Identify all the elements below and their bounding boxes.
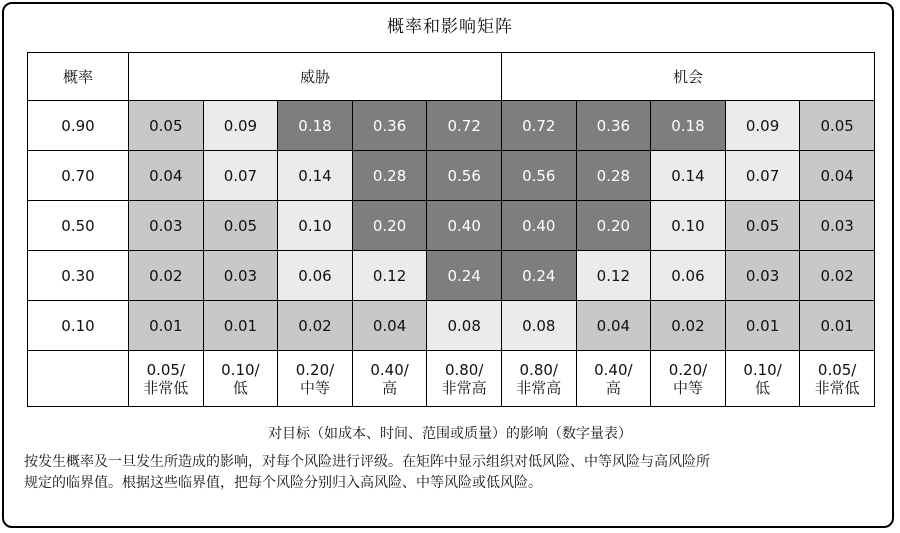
impact-value: 0.05/ (146, 360, 186, 379)
impact-level-cell (651, 351, 726, 407)
impact-scale-caption: 对目标（如成本、时间、范围或质量）的影响（数字量表） (268, 426, 632, 442)
threat-score-cell: 0.40 (427, 201, 502, 251)
impact-value: 0.10/ (743, 360, 782, 379)
threat-score-cell: 0.01 (129, 301, 204, 351)
threat-score-cell: 0.01 (203, 301, 278, 351)
impact-value: 0.20/ (295, 360, 335, 379)
impact-label: 低 (232, 378, 248, 397)
note-line: 规定的临界值。根据这些临界值，把每个风险分别归入高风险、中等风险或低风险。 (24, 475, 542, 491)
opportunity-score-cell: 0.09 (725, 101, 800, 151)
page-title: 概率和影响矩阵 (387, 17, 513, 37)
impact-label: 非常低 (814, 378, 860, 397)
threat-header: 威胁 (129, 53, 502, 101)
probability-cell: 0.10 (28, 301, 129, 351)
threat-score-cell: 0.09 (203, 101, 278, 151)
opportunity-score-cell: 0.56 (501, 151, 576, 201)
threat-score-cell: 0.07 (203, 151, 278, 201)
opportunity-score-cell: 0.02 (651, 301, 726, 351)
impact-value: 0.80/ (444, 360, 484, 379)
threat-score-cell: 0.28 (352, 151, 427, 201)
opportunity-score-cell: 0.01 (800, 301, 875, 351)
threat-score-cell: 0.04 (352, 301, 427, 351)
impact-level-cell (278, 351, 353, 407)
opportunity-score-cell: 0.03 (725, 251, 800, 301)
opportunity-score-cell: 0.14 (651, 151, 726, 201)
impact-value: 0.80/ (519, 360, 558, 379)
impact-level-cell (129, 351, 204, 407)
opportunity-score-cell: 0.05 (800, 101, 875, 151)
threat-score-cell: 0.72 (427, 101, 502, 151)
matrix-row (28, 151, 875, 201)
explanation-note (24, 452, 876, 494)
header-row (28, 53, 875, 101)
impact-scale-row (28, 351, 875, 407)
opportunity-score-cell: 0.12 (576, 251, 651, 301)
opportunity-score-cell: 0.02 (800, 251, 875, 301)
impact-level-cell (576, 351, 651, 407)
impact-label: 中等 (672, 378, 703, 397)
impact-level-cell (800, 351, 875, 407)
threat-score-cell: 0.03 (203, 251, 278, 301)
probability-cell: 0.70 (28, 151, 129, 201)
impact-level-cell (725, 351, 800, 407)
impact-label: 中等 (299, 378, 330, 397)
threat-score-cell: 0.18 (278, 101, 353, 151)
threat-score-cell: 0.12 (352, 251, 427, 301)
impact-value: 0.40/ (370, 360, 409, 379)
matrix-row (28, 251, 875, 301)
opportunity-score-cell: 0.10 (651, 201, 726, 251)
threat-score-cell: 0.56 (427, 151, 502, 201)
impact-value: 0.05/ (817, 360, 857, 379)
opportunity-score-cell: 0.24 (501, 251, 576, 301)
opportunity-score-cell: 0.72 (501, 101, 576, 151)
threat-score-cell: 0.06 (278, 251, 353, 301)
impact-level-cell (352, 351, 427, 407)
threat-score-cell: 0.24 (427, 251, 502, 301)
probability-cell: 0.50 (28, 201, 129, 251)
probability-impact-matrix (27, 52, 875, 407)
impact-level-cell (203, 351, 278, 407)
threat-score-cell: 0.10 (278, 201, 353, 251)
impact-label: 非常低 (143, 378, 189, 397)
opportunity-score-cell: 0.01 (725, 301, 800, 351)
threat-score-cell: 0.08 (427, 301, 502, 351)
opportunity-score-cell: 0.05 (725, 201, 800, 251)
threat-score-cell: 0.36 (352, 101, 427, 151)
matrix-row (28, 301, 875, 351)
opportunity-score-cell: 0.07 (725, 151, 800, 201)
opportunity-score-cell: 0.06 (651, 251, 726, 301)
impact-label: 非常高 (441, 378, 487, 397)
threat-score-cell: 0.04 (129, 151, 204, 201)
threat-score-cell: 0.05 (203, 201, 278, 251)
threat-score-cell: 0.03 (129, 201, 204, 251)
impact-label: 高 (382, 378, 398, 397)
empty-corner-cell (28, 351, 129, 407)
matrix-row (28, 201, 875, 251)
opportunity-score-cell: 0.03 (800, 201, 875, 251)
opportunity-score-cell: 0.04 (800, 151, 875, 201)
probability-cell: 0.30 (28, 251, 129, 301)
impact-level-cell (501, 351, 576, 407)
matrix-row (28, 101, 875, 151)
opportunity-score-cell: 0.36 (576, 101, 651, 151)
threat-score-cell: 0.05 (129, 101, 204, 151)
threat-score-cell: 0.20 (352, 201, 427, 251)
impact-label: 非常高 (516, 378, 562, 397)
probability-header: 概率 (28, 53, 129, 101)
opportunity-score-cell: 0.18 (651, 101, 726, 151)
note-line: 按发生概率及一旦发生所造成的影响，对每个风险进行评级。在矩阵中显示组织对低风险、中等风险与高风险所 (24, 454, 710, 470)
opportunity-score-cell: 0.40 (501, 201, 576, 251)
threat-score-cell: 0.02 (278, 301, 353, 351)
probability-cell: 0.90 (28, 101, 129, 151)
opportunity-score-cell: 0.04 (576, 301, 651, 351)
opportunity-score-cell: 0.08 (501, 301, 576, 351)
threat-score-cell: 0.02 (129, 251, 204, 301)
opportunity-score-cell: 0.20 (576, 201, 651, 251)
impact-level-cell (427, 351, 502, 407)
impact-value: 0.40/ (594, 360, 633, 379)
opportunity-header: 机会 (501, 53, 874, 101)
impact-value: 0.20/ (668, 360, 708, 379)
impact-label: 高 (605, 378, 621, 397)
threat-score-cell: 0.14 (278, 151, 353, 201)
impact-value: 0.10/ (221, 360, 260, 379)
impact-label: 低 (755, 378, 771, 397)
opportunity-score-cell: 0.28 (576, 151, 651, 201)
